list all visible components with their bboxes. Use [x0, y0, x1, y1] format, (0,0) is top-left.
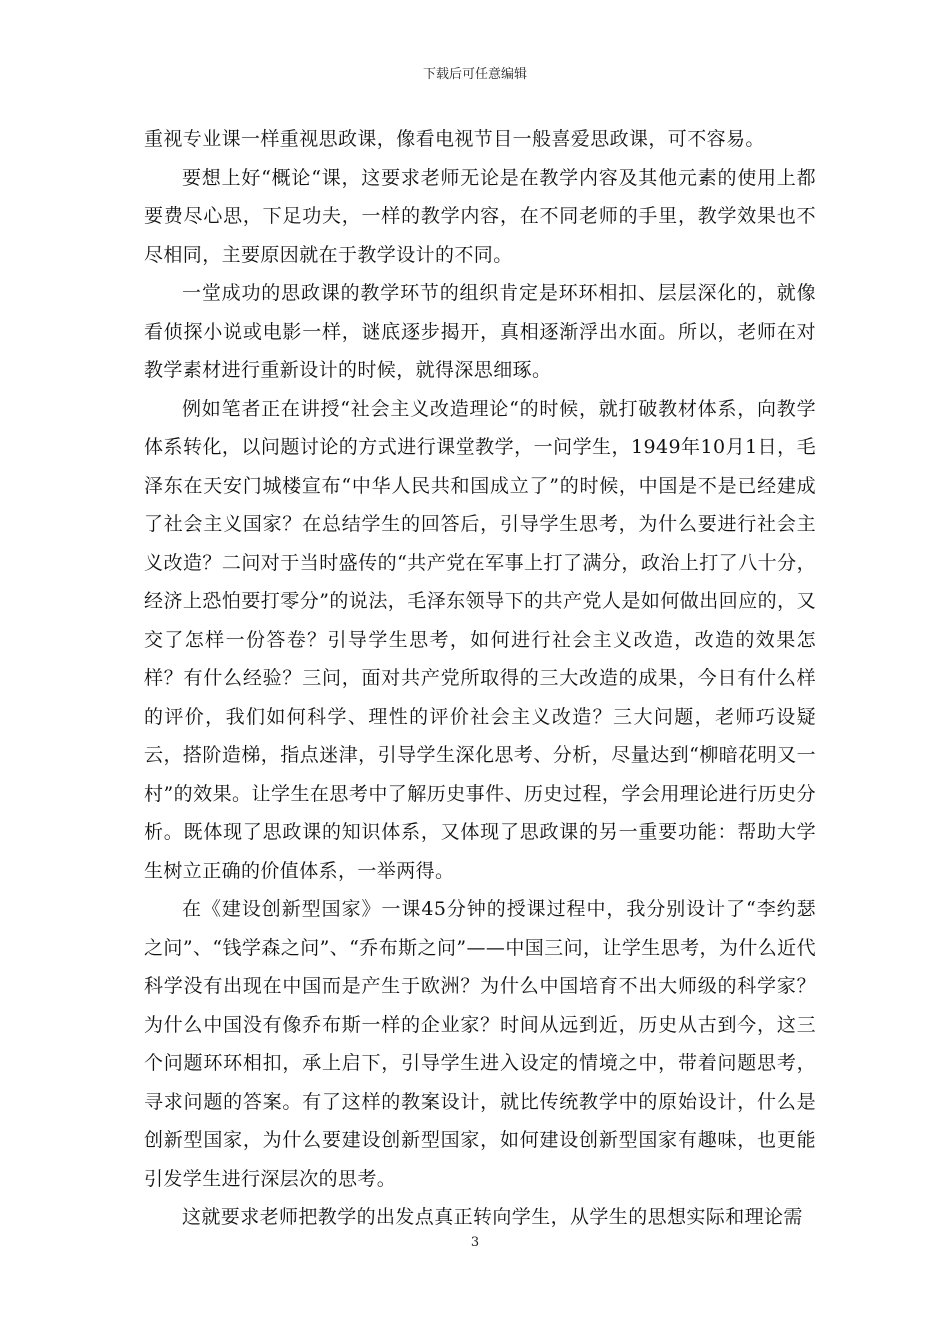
page-number: 3 [470, 1235, 480, 1250]
paragraph: 要想上好“概论“课，这要求老师无论是在教学内容及其他元素的使用上都要费尽心思，下足功夫，一样的教学内容，在不同老师的手里，教学效果也不尽相同，主要原因就在于教学设计的不同。 [144, 166, 816, 266]
paragraph: 这就要求老师把教学的出发点真正转向学生，从学生的思想实际和理论需 [182, 1206, 803, 1228]
paragraph: 一堂成功的思政课的教学环节的组织肯定是环环相扣、层层深化的，就像看侦探小说或电影一样，谜底逐步揭开，真相逐渐浮出水面。所以，老师在对教学素材进行重新设计的时候，就得深思细琢。 [144, 282, 816, 381]
paragraph-continued: 重视专业课一样重视思政课，像看电视节目一般喜爱思政课，可不容易。 [144, 128, 765, 150]
page-header: 下载后可任意编辑 [422, 67, 527, 82]
paragraph: 在《建设创新型国家》一课45分钟的授课过程中，我分别设计了“李约瑟之问”、“钱学森之问”、“乔布斯之问”——中国三问，让学生思考，为什么近代科学没有出现在中国而是产生于欧洲？为什么中国培育不出大师级的科学家？为什么中国没有像乔布斯一样的企业家？时间从远到近，历史从古到今，这三个问题环环相扣，承上启下，引导学生进入设定的情境之中，带着问题思考，寻求问题的答案。有了这样的教案设计，就比传统教学中的原始设计，什么是创新型国家，为什么要建设创新型国家，如何建设创新型国家有趣味，也更能引发学生进行深层次的思考。 [144, 898, 816, 1190]
paragraph: 例如笔者正在讲授“社会主义改造理论“的时候，就打破教材体系，向教学体系转化，以问题讨论的方式进行课堂教学，一问学生，1949年10月1日，毛泽东在天安门城楼宣布“中华人民共和国成立了”的时候，中国是不是已经建成了社会主义国家？在总结学生的回答后，引导学生思考，为什么要进行社会主义改造？二问对于当时盛传的“共产党在军事上打了满分，政治上打了八十分，经济上恐怕要打零分”的说法，毛泽东领导下的共产党人是如何做出回应的，又交了怎样一份答卷？引导学生思考，如何进行社会主义改造，改造的效果怎样？有什么经验？三问，面对共产党所取得的三大改造的成果，今日有什么样的评价，我们如何科学、理性的评价社会主义改造？三大问题，老师巧设疑云，搭阶造梯，指点迷津，引导学生深化思考、分析，尽量达到“柳暗花明又一村”的效果。让学生在思考中了解历史事件、历史过程，学会用理论进行历史分析。既体现了思政课的知识体系，又体现了思政课的另一重要功能：帮助大学生树立正确的价值体系，一举两得。 [144, 397, 816, 882]
document-body [144, 120, 816, 1237]
